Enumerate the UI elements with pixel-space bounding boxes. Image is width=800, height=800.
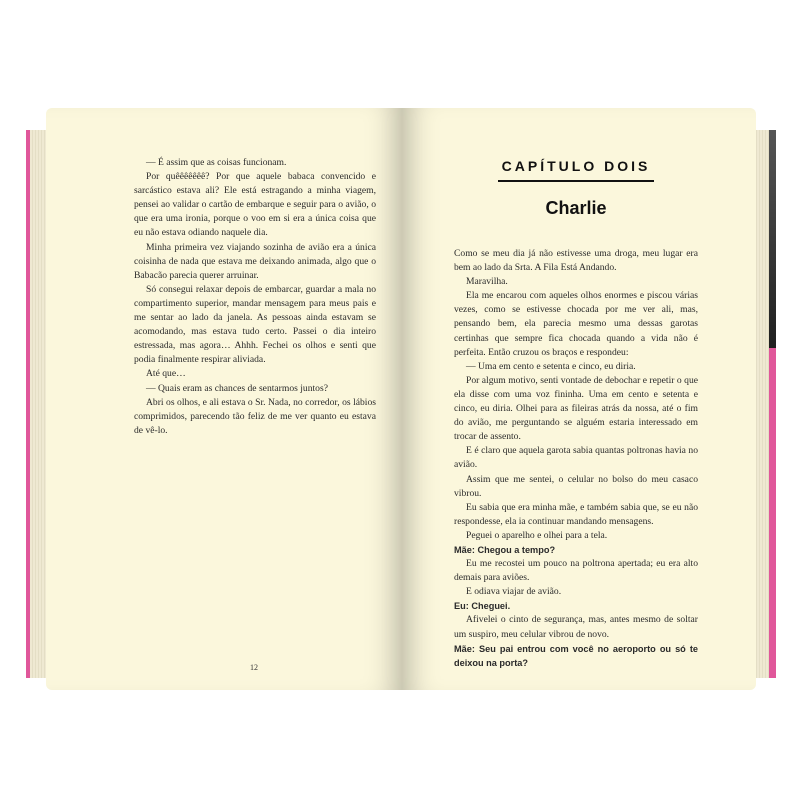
paragraph: — Quais eram as chances de sentarmos juntos? [146, 382, 328, 394]
paragraph: Por quêêêêêêê? Por que aquele babaca convencido e sarcástico estava ali? Ele está estragando a minha viagem, pensei ao validar o cartão de embarque e seguir para o avião, o que era uma ironia, porque o voo em si era a única coisa que eu não estava odiando naquele dia. [134, 171, 376, 239]
paragraph: Assim que me sentei, o celular no bolso do meu casaco vibrou. [454, 473, 698, 499]
right-cover-edge [769, 130, 776, 348]
open-book [22, 108, 780, 690]
paragraph: Só consegui relaxar depois de embarcar, guardar a mala no compartimento superior, mandar mensagem para meus pais e me sentar ao lado da janela. As pessoas ainda estavam se acomodando, mas estava tudo certo. Passei o dia inteiro estressada, mas agora… Ahhh. Fechei os olhos e senti que podia finalmente respirar aliviada. [134, 283, 376, 366]
paragraph: E odiava viajar de avião. [466, 586, 562, 598]
paragraph: — É assim que as coisas funcionam. [146, 157, 287, 168]
paragraph: Abri os olhos, e ali estava o Sr. Nada, no corredor, os lábios comprimidos, parecendo tão feliz de me ver quanto eu estava de vê-lo. [134, 396, 376, 436]
paragraph: Maravilha. [466, 276, 508, 288]
paragraph: Afivelei o cinto de segurança, mas, antes mesmo de soltar um suspiro, meu celular vibrou de novo. [454, 614, 698, 640]
chapter-title: Charlie [545, 198, 607, 218]
right-page [402, 108, 756, 690]
paragraph: — Uma em cento e setenta e cinco, eu diria. [466, 360, 636, 372]
paragraph: Até que… [146, 368, 186, 380]
paragraph: Eu me recostei um pouco na poltrona apertada; eu era alto demais para aviões. [454, 558, 698, 584]
chapter-heading [454, 158, 698, 182]
text-message-line: Mãe: Seu pai entrou com você no aeroporto ou só te deixou na porta? [454, 643, 698, 668]
left-page [46, 108, 402, 690]
right-page-edge-accent [769, 348, 776, 678]
paragraph: Por algum motivo, senti vontade de debochar e repetir o que ela disse com uma voz fininha. Uma em cento e setenta e cinco, eu diria. Olhei para as fileiras atrás da nossa, até o fim do avião, me perguntando se alguém estaria interessado em trocar de assento. [454, 374, 698, 443]
page-number: 12 [250, 663, 258, 672]
paragraph: Como se meu dia já não estivesse uma droga, meu lugar era bem ao lado da Srta. A Fila Está Andando. [454, 248, 698, 274]
text-message-line: Eu: Cheguei. [454, 601, 511, 612]
chapter-label: CAPÍTULO DOIS [498, 158, 655, 182]
text-message-line: Mãe: Chegou a tempo? [454, 544, 556, 555]
paragraph: Peguei o aparelho e olhei para a tela. [466, 529, 608, 541]
paragraph: Eu sabia que era minha mãe, e também sabia que, se eu não respondesse, ela ia continuar mandando mensagens. [454, 501, 698, 527]
paragraph: E é claro que aquela garota sabia quantas poltronas havia no avião. [454, 445, 698, 471]
paragraph: Minha primeira vez viajando sozinha de avião era a única coisinha de nada que estava me deixando animada, algo que o Babacão parecia querer arruinar. [134, 241, 376, 281]
paragraph: Ela me encarou com aqueles olhos enormes e piscou várias vezes, como se estivesse chocada por me ver ali, mas, pensando bem, ela parecia mesmo uma dessas garotas certinhas que sempre fica chocada quando a vida não é perfeita. Então cruzou os braços e respondeu: [454, 290, 698, 358]
